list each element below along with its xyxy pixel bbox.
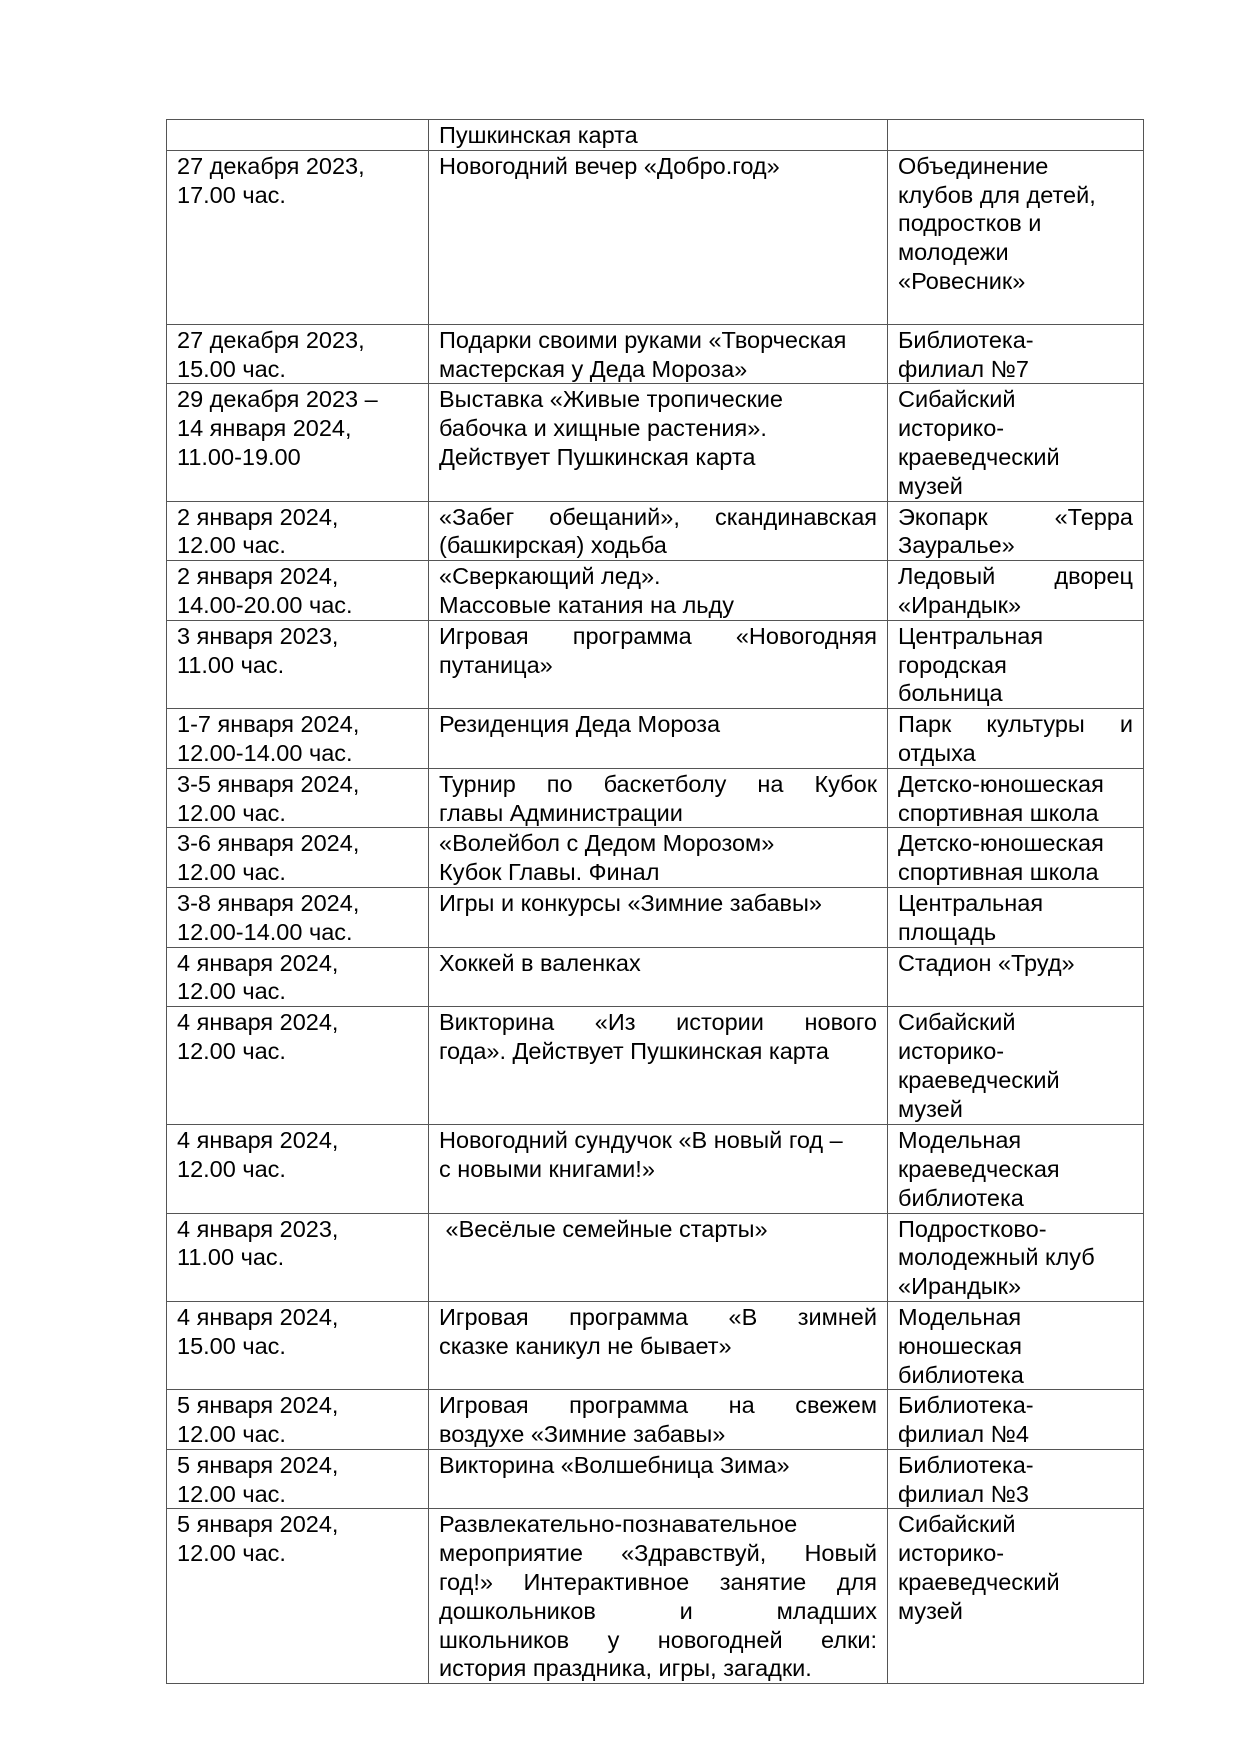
date-cell-line: 12.00-14.00 час. <box>177 918 353 945</box>
event-cell <box>429 561 888 621</box>
table-row <box>167 947 1144 1007</box>
event-cell-line: Выставка «Живые тропические <box>439 386 783 413</box>
date-cell <box>167 1509 429 1684</box>
date-cell-line: 12.00 час. <box>177 978 286 1005</box>
event-cell-line: Игровая программа «В зимней <box>439 1303 877 1330</box>
venue-cell-line: подростков и <box>898 210 1042 237</box>
venue-cell-line: Сибайский <box>898 1511 1016 1538</box>
date-cell <box>167 1449 429 1509</box>
venue-cell <box>888 120 1144 151</box>
event-cell <box>429 501 888 561</box>
venue-cell-line: музей <box>898 1095 963 1122</box>
date-cell-line: 27 декабря 2023, <box>177 152 365 179</box>
event-cell-line: Подарки своими руками «Творческая <box>439 326 847 353</box>
venue-cell-line: музей <box>898 1597 963 1624</box>
event-cell-line: Викторина «Из истории нового <box>439 1009 877 1036</box>
event-cell-line: школьников у новогодней елки: <box>439 1626 877 1653</box>
table-row <box>167 768 1144 828</box>
date-cell <box>167 150 429 324</box>
date-cell <box>167 324 429 384</box>
venue-cell-line: Центральная <box>898 889 1044 916</box>
date-cell <box>167 120 429 151</box>
venue-cell-line: Библиотека- <box>898 1451 1034 1478</box>
date-cell <box>167 887 429 947</box>
event-cell-line: Викторина «Волшебница Зима» <box>439 1451 790 1478</box>
venue-cell-line: «Ровесник» <box>898 267 1026 294</box>
event-cell <box>429 1007 888 1125</box>
table-row <box>167 1301 1144 1389</box>
date-cell-line: 4 января 2023, <box>177 1215 339 1242</box>
table-row <box>167 1213 1144 1301</box>
venue-cell-line: историко- <box>898 1540 1005 1567</box>
date-cell <box>167 620 429 708</box>
venue-cell-line: историко- <box>898 1037 1005 1064</box>
event-cell-line: Новогодний сундучок «В новый год – <box>439 1127 843 1154</box>
event-cell-line: Резиденция Деда Мороза <box>439 711 721 738</box>
date-cell-line: 12.00 час. <box>177 532 286 559</box>
venue-cell <box>888 768 1144 828</box>
date-cell <box>167 561 429 621</box>
date-cell <box>167 709 429 769</box>
date-cell-line: 12.00 час. <box>177 1421 286 1448</box>
date-cell-line: 17.00 час. <box>177 181 286 208</box>
event-cell-line: Развлекательно-познавательное <box>439 1511 798 1538</box>
date-cell-line: 3-8 января 2024, <box>177 889 360 916</box>
event-cell-line: Пушкинская карта <box>439 122 638 148</box>
venue-cell-line: Экопарк «Терра <box>898 503 1133 530</box>
venue-cell-line: Ледовый дворец <box>898 563 1133 590</box>
date-cell-line: 12.00 час. <box>177 1480 286 1507</box>
venue-cell-line: краеведческий <box>898 443 1060 470</box>
event-cell <box>429 150 888 324</box>
event-cell-line: Массовые катания на льду <box>439 591 734 618</box>
venue-cell-line: Парк культуры и <box>898 711 1133 738</box>
event-cell-line: с новыми книгами!» <box>439 1155 655 1182</box>
venue-cell-line: краеведческая <box>898 1155 1060 1182</box>
table-row <box>167 1007 1144 1125</box>
event-cell-line: «Забег обещаний», скандинавская <box>439 503 877 530</box>
date-cell-line: 4 января 2024, <box>177 1009 339 1036</box>
date-cell-line: 3 января 2023, <box>177 622 339 649</box>
event-cell <box>429 620 888 708</box>
venue-cell-line: Детско-юношеская <box>898 830 1104 857</box>
venue-cell-line: Детско-юношеская <box>898 770 1104 797</box>
event-cell-line: Хоккей в валенках <box>439 949 641 976</box>
event-cell <box>429 768 888 828</box>
event-cell <box>429 1449 888 1509</box>
table-row <box>167 561 1144 621</box>
date-cell <box>167 1301 429 1389</box>
venue-cell-line: филиал №4 <box>898 1421 1029 1448</box>
event-cell-line: Игровая программа «Новогодняя <box>439 622 877 649</box>
venue-cell-line: Сибайский <box>898 386 1016 413</box>
date-cell-line: 11.00-19.00 <box>177 443 301 470</box>
venue-cell-line: площадь <box>898 918 997 945</box>
event-cell-line: «Волейбол с Дедом Морозом» <box>439 830 775 857</box>
event-cell <box>429 1125 888 1213</box>
date-cell-line: 5 января 2024, <box>177 1451 339 1478</box>
event-cell <box>429 1509 888 1684</box>
date-cell <box>167 947 429 1007</box>
venue-cell-line: Сибайский <box>898 1009 1016 1036</box>
table-row <box>167 828 1144 888</box>
event-cell <box>429 947 888 1007</box>
venue-cell <box>888 384 1144 501</box>
date-cell-line: 4 января 2024, <box>177 1303 339 1330</box>
table-row <box>167 1509 1144 1684</box>
date-cell-line: 5 января 2024, <box>177 1511 339 1538</box>
event-cell-line: Турнир по баскетболу на Кубок <box>439 770 877 797</box>
venue-cell-line: юношеская <box>898 1332 1022 1359</box>
venue-cell-line: спортивная школа <box>898 799 1099 826</box>
venue-cell-line: филиал №7 <box>898 355 1029 382</box>
venue-cell-line: Стадион «Труд» <box>898 949 1075 976</box>
venue-cell-line: краеведческий <box>898 1066 1060 1093</box>
event-cell <box>429 120 888 151</box>
venue-cell-line: филиал №3 <box>898 1480 1029 1507</box>
event-cell-line: года». Действует Пушкинская карта <box>439 1037 829 1064</box>
date-cell-line: 27 декабря 2023, <box>177 326 365 353</box>
date-cell <box>167 828 429 888</box>
event-cell-line: Игровая программа на свежем <box>439 1392 877 1419</box>
venue-cell <box>888 1509 1144 1684</box>
event-cell-line: мастерская у Деда Мороза» <box>439 355 748 382</box>
table-row <box>167 120 1144 151</box>
event-cell <box>429 828 888 888</box>
venue-cell-line: Библиотека- <box>898 326 1034 353</box>
table-row <box>167 1125 1144 1213</box>
table-row <box>167 887 1144 947</box>
venue-cell-line: Библиотека- <box>898 1392 1034 1419</box>
table-row <box>167 620 1144 708</box>
date-cell <box>167 768 429 828</box>
venue-cell-line: молодежный клуб <box>898 1244 1095 1271</box>
venue-cell-line: краеведческий <box>898 1569 1060 1596</box>
event-cell-line: Игры и конкурсы «Зимние забавы» <box>439 889 822 916</box>
event-cell-line: Действует Пушкинская карта <box>439 443 756 470</box>
date-cell-line: 15.00 час. <box>177 1332 286 1359</box>
venue-cell <box>888 947 1144 1007</box>
venue-cell-line: библиотека <box>898 1184 1024 1211</box>
event-cell-line: бабочка и хищные растения». <box>439 415 767 442</box>
venue-cell <box>888 561 1144 621</box>
venue-cell <box>888 501 1144 561</box>
date-cell-line: 4 января 2024, <box>177 1127 339 1154</box>
venue-cell <box>888 150 1144 324</box>
date-cell-line: 12.00-14.00 час. <box>177 739 353 766</box>
date-cell-line: 14.00-20.00 час. <box>177 591 353 618</box>
event-cell-line: Новогодний вечер «Добро.год» <box>439 152 780 179</box>
venue-cell-line: больница <box>898 680 1003 707</box>
venue-cell-line: клубов для детей, <box>898 181 1096 208</box>
venue-cell-line: Подростково- <box>898 1215 1047 1242</box>
venue-cell-line: спортивная школа <box>898 859 1099 886</box>
date-cell-line: 4 января 2024, <box>177 949 339 976</box>
venue-cell <box>888 1390 1144 1450</box>
date-cell <box>167 1007 429 1125</box>
venue-cell <box>888 324 1144 384</box>
table-row <box>167 709 1144 769</box>
date-cell-line: 3-6 января 2024, <box>177 830 360 857</box>
date-cell <box>167 501 429 561</box>
table-row <box>167 1390 1144 1450</box>
venue-cell-line: Центральная <box>898 622 1044 649</box>
event-cell-line: воздухе «Зимние забавы» <box>439 1421 726 1448</box>
event-cell-line: мероприятие «Здравствуй, Новый <box>439 1540 877 1567</box>
venue-cell-line: молодежи <box>898 239 1009 266</box>
date-cell-line: 12.00 час. <box>177 1540 286 1567</box>
event-cell-line: (башкирская) ходьба <box>439 532 667 559</box>
event-cell-line: Кубок Главы. Финал <box>439 859 660 886</box>
table-body <box>167 120 1144 1684</box>
event-cell <box>429 1390 888 1450</box>
date-cell-line: 12.00 час. <box>177 859 286 886</box>
table-row <box>167 1449 1144 1509</box>
venue-cell-line: Модельная <box>898 1303 1022 1330</box>
date-cell-line: 12.00 час. <box>177 1155 286 1182</box>
venue-cell-line: историко- <box>898 415 1005 442</box>
event-cell <box>429 709 888 769</box>
date-cell-line: 15.00 час. <box>177 355 286 382</box>
event-cell <box>429 324 888 384</box>
venue-cell <box>888 1213 1144 1301</box>
event-cell-line: дошкольников и младших <box>439 1597 877 1624</box>
event-cell-line: год!» Интерактивное занятие для <box>439 1569 877 1596</box>
date-cell-line: 5 января 2024, <box>177 1392 339 1419</box>
event-cell-line: главы Администрации <box>439 799 683 826</box>
date-cell-line: 2 января 2024, <box>177 563 339 590</box>
venue-cell-line: «Ирандык» <box>898 1273 1022 1300</box>
event-cell-line: сказке каникул не бывает» <box>439 1332 732 1359</box>
venue-cell <box>888 1125 1144 1213</box>
table-row <box>167 501 1144 561</box>
date-cell <box>167 1213 429 1301</box>
venue-cell-line: музей <box>898 472 963 499</box>
venue-cell-line: «Ирандык» <box>898 591 1022 618</box>
date-cell <box>167 1390 429 1450</box>
venue-cell <box>888 620 1144 708</box>
event-cell-line: история праздника, игры, загадки. <box>439 1655 812 1682</box>
date-cell-line: 11.00 час. <box>177 651 285 678</box>
table-row <box>167 150 1144 324</box>
events-schedule-table <box>166 119 1144 1684</box>
venue-cell-line: Модельная <box>898 1127 1022 1154</box>
table-row <box>167 384 1144 501</box>
date-cell-line: 11.00 час. <box>177 1244 285 1271</box>
event-cell <box>429 384 888 501</box>
date-cell-line: 12.00 час. <box>177 1037 286 1064</box>
date-cell-line: 1-7 января 2024, <box>177 711 360 738</box>
event-cell-line: «Весёлые семейные старты» <box>439 1215 768 1242</box>
table-row <box>167 324 1144 384</box>
venue-cell <box>888 1449 1144 1509</box>
venue-cell-line: Объединение <box>898 152 1049 179</box>
venue-cell-line: городская <box>898 651 1007 678</box>
date-cell-line: 3-5 января 2024, <box>177 770 360 797</box>
venue-cell <box>888 828 1144 888</box>
event-cell <box>429 1301 888 1389</box>
date-cell <box>167 384 429 501</box>
venue-cell <box>888 709 1144 769</box>
event-cell-line: путаница» <box>439 651 553 678</box>
venue-cell <box>888 1007 1144 1125</box>
date-cell <box>167 1125 429 1213</box>
date-cell-line: 12.00 час. <box>177 799 286 826</box>
venue-cell-line: Зауралье» <box>898 532 1015 559</box>
event-cell <box>429 887 888 947</box>
event-cell-line: «Сверкающий лед». <box>439 563 661 590</box>
date-cell-line: 14 января 2024, <box>177 415 352 442</box>
venue-cell-line: библиотека <box>898 1361 1024 1388</box>
date-cell-line: 29 декабря 2023 – <box>177 386 378 413</box>
venue-cell <box>888 887 1144 947</box>
event-cell <box>429 1213 888 1301</box>
date-cell-line: 2 января 2024, <box>177 503 339 530</box>
venue-cell-line: отдыха <box>898 739 976 766</box>
venue-cell <box>888 1301 1144 1389</box>
